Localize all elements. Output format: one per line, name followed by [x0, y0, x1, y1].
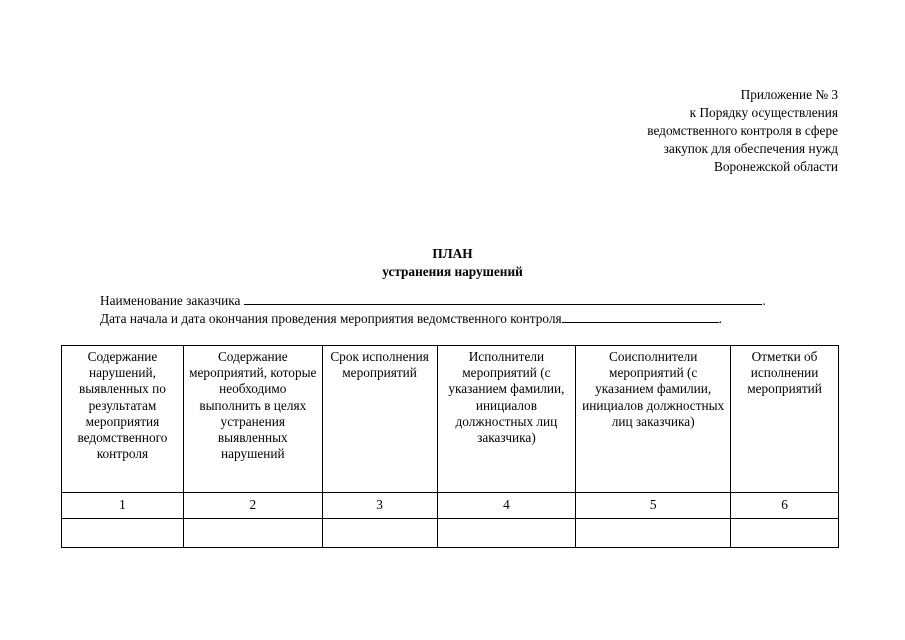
dates-end: . — [718, 311, 722, 326]
customer-name-blank — [244, 292, 762, 305]
number-row — [62, 493, 839, 519]
empty-cell — [576, 519, 731, 548]
customer-name-field — [100, 292, 766, 309]
number-cell: 6 — [731, 493, 839, 519]
empty-cell — [322, 519, 437, 548]
dates-blank — [562, 310, 719, 323]
number-cell: 5 — [576, 493, 731, 519]
document-title — [0, 245, 905, 281]
header-cell-measures: Содержание мероприятий, которые необходимо выполнить в целях устранения выявленных нарушений — [183, 346, 322, 493]
header-cell-violations: Содержание нарушений, выявленных по результатам мероприятия ведомственного контроля — [62, 346, 184, 493]
dates-field — [100, 310, 722, 327]
number-cell: 3 — [322, 493, 437, 519]
title-sub: устранения нарушений — [382, 264, 523, 279]
header-cell-executors: Исполнители мероприятий (с указанием фамилии, инициалов должностных лиц заказчика) — [437, 346, 576, 493]
empty-cell — [62, 519, 184, 548]
dates-label: Дата начала и дата окончания проведения мероприятия ведомственного контроля — [100, 311, 562, 326]
empty-cell — [731, 519, 839, 548]
number-cell: 4 — [437, 493, 576, 519]
appendix-line: Приложение № 3 — [740, 87, 838, 102]
title-main: ПЛАН — [432, 246, 473, 261]
empty-cell — [183, 519, 322, 548]
table-row — [62, 519, 839, 548]
number-cell: 2 — [183, 493, 322, 519]
header-row — [62, 346, 839, 493]
customer-name-end: . — [762, 293, 766, 308]
plan-table — [61, 345, 839, 548]
number-cell: 1 — [62, 493, 184, 519]
appendix-note — [647, 86, 838, 176]
appendix-line: ведомственного контроля в сфере — [647, 123, 838, 138]
appendix-line: к Порядку осуществления — [689, 105, 838, 120]
header-cell-co-executors: Соисполнители мероприятий (с указанием фамилии, инициалов должностных лиц заказчика) — [576, 346, 731, 493]
appendix-line: Воронежской области — [713, 159, 838, 174]
appendix-line: закупок для обеспечения нужд — [663, 141, 838, 156]
empty-cell — [437, 519, 576, 548]
header-cell-notes: Отметки об исполнении мероприятий — [731, 346, 839, 493]
customer-name-label: Наименование заказчика — [100, 293, 241, 308]
header-cell-deadline: Срок исполнения мероприятий — [322, 346, 437, 493]
